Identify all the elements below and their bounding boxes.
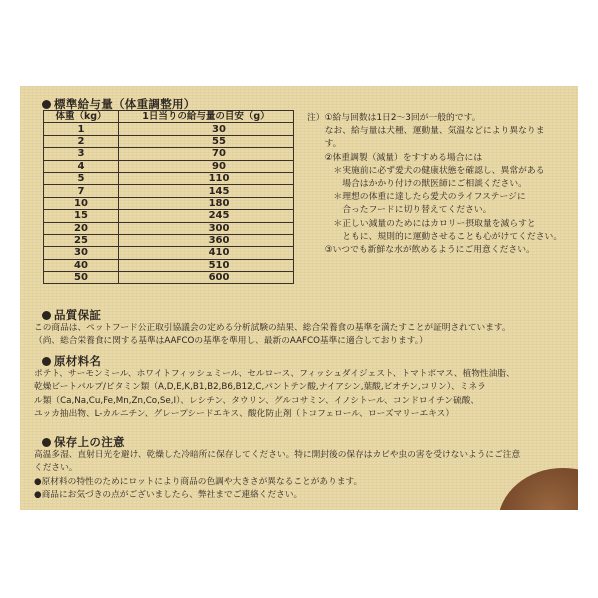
storage-heading (42, 434, 125, 450)
note-line: 場合はかかり付けの獣医師にご相談ください。 (307, 179, 527, 190)
note-line: す。 (307, 139, 342, 150)
ingredient-line: ユッカ抽出物、L-カルニチン、グレープシードエキス、酸化防止剤（トコフェロール、ローズマリーエキス） (34, 409, 455, 420)
amount-column-header: 1日当りの給与量の目安（g） (119, 111, 294, 123)
ingredients-heading-text: 原材料名 (54, 354, 102, 368)
weight-cell: 7 (44, 185, 119, 197)
feeding-table-row (44, 160, 294, 172)
ingredients-heading (42, 353, 101, 369)
feeding-table-row (44, 234, 294, 246)
weight-cell: 20 (44, 222, 119, 234)
amount-cell: 410 (119, 247, 294, 259)
note-line: ともに、規則的に運動させることも心がけてください。 (307, 231, 563, 242)
feeding-table-row (44, 172, 294, 184)
feeding-table-header (44, 111, 294, 123)
bullet-icon (42, 438, 51, 447)
quality-heading-text: 品質保証 (54, 308, 102, 322)
weight-cell: 3 (44, 148, 119, 160)
feeding-table-row (44, 123, 294, 135)
feeding-table-body (44, 123, 294, 284)
bullet-icon (42, 357, 51, 366)
amount-cell: 300 (119, 222, 294, 234)
storage-text (34, 449, 520, 503)
note-line: ②体重調製（減量）をすすめる場合には (307, 152, 483, 163)
note-line: ＊理想の体重に達したら愛犬のライフステージに (307, 192, 526, 203)
weight-column-header: 体重（kg） (44, 111, 119, 123)
note-line: 注）①給与回数は1日2〜3回が一般的です。 (307, 113, 481, 123)
amount-cell: 245 (119, 210, 294, 222)
label-panel (20, 86, 578, 510)
ingredient-line: ル類（Ca,Na,Cu,Fe,Mn,Zn,Co,Se,I）、レシチン、タウリン、グルコサミン、イノシトール、コンドロイチン硫酸、 (34, 395, 480, 406)
amount-cell: 600 (119, 272, 294, 284)
ingredients-text (34, 368, 515, 422)
amount-cell: 55 (119, 135, 294, 147)
weight-cell: 10 (44, 197, 119, 209)
storage-heading-text: 保存上の注意 (54, 435, 125, 449)
feeding-table-row (44, 272, 294, 284)
storage-line: ください。 (34, 463, 78, 474)
weight-cell: 4 (44, 160, 119, 172)
quality-line: この商品は、ペットフード公正取引協議会の定める分析試験の結果、総合栄養食の基準を満たすことが証明されています。 (34, 323, 511, 333)
feeding-table-row (44, 210, 294, 222)
amount-cell: 30 (119, 123, 294, 135)
weight-cell: 2 (44, 135, 119, 147)
feeding-notes (307, 112, 575, 257)
weight-cell: 30 (44, 247, 119, 259)
amount-cell: 145 (119, 185, 294, 197)
feeding-table (43, 110, 294, 284)
storage-line: ●原材料の特性のためにロットにより商品の色調や大きさが異なることがあります。 (34, 476, 363, 487)
note-line: ③いつでも新鮮な水が飲めるようにご用意ください。 (307, 245, 535, 256)
weight-cell: 5 (44, 172, 119, 184)
feeding-table-row (44, 185, 294, 197)
storage-line: 高温多湿、直射日光を避け、乾燥した冷暗所に保存してください。特に開封後の保存はカビや虫の害を受けないようにご注意 (34, 450, 521, 460)
feeding-table-row (44, 222, 294, 234)
storage-line: ●商品にお気づきの点がございましたら、弊社までご連絡ください。 (34, 490, 303, 501)
quality-text (34, 322, 511, 349)
feeding-table-row (44, 135, 294, 147)
amount-cell: 70 (119, 148, 294, 160)
feeding-table-row (44, 259, 294, 271)
quality-heading (42, 307, 101, 323)
quality-line: （尚、総合栄養食に関する基準はAAFCOの基準を準用し、最新のAAFCO基準に適合しております。） (34, 336, 428, 347)
amount-cell: 110 (119, 172, 294, 184)
feeding-table-row (44, 148, 294, 160)
weight-cell: 15 (44, 210, 119, 222)
standard-feeding-heading-text: 標準給与量（体重調整用） (54, 97, 196, 111)
feeding-table-row (44, 197, 294, 209)
amount-cell: 360 (119, 234, 294, 246)
note-line: なお、給与量は犬種、運動量、気温などにより異なりま (307, 126, 545, 137)
weight-cell: 40 (44, 259, 119, 271)
bullet-icon (42, 311, 51, 320)
bullet-icon (42, 100, 51, 109)
weight-cell: 50 (44, 272, 119, 284)
amount-cell: 510 (119, 259, 294, 271)
note-line: ＊実施前に必ず愛犬の健康状態を確認し、異常がある (307, 165, 545, 176)
note-line: ＊正しい減量のためにはカロリー摂取量を減らすと (307, 218, 536, 229)
ingredient-line: ポテト、サーモンミール、ホワイトフィッシュミール、セルロース、フィッシュダイジェスト、トマトポマス、植物性油脂、 (34, 369, 515, 379)
weight-cell: 1 (44, 123, 119, 135)
note-line: 合ったフードに切り替えてください。 (307, 205, 492, 216)
ingredient-line: 乾燥ビートパルプ/ビタミン類（A,D,E,K,B1,B2,B6,B12,C,パントテン酸,ナイアシン,葉酸,ビオチン,コリン）、ミネラ (34, 382, 486, 393)
amount-cell: 90 (119, 160, 294, 172)
feeding-table-row (44, 247, 294, 259)
weight-cell: 25 (44, 234, 119, 246)
amount-cell: 180 (119, 197, 294, 209)
